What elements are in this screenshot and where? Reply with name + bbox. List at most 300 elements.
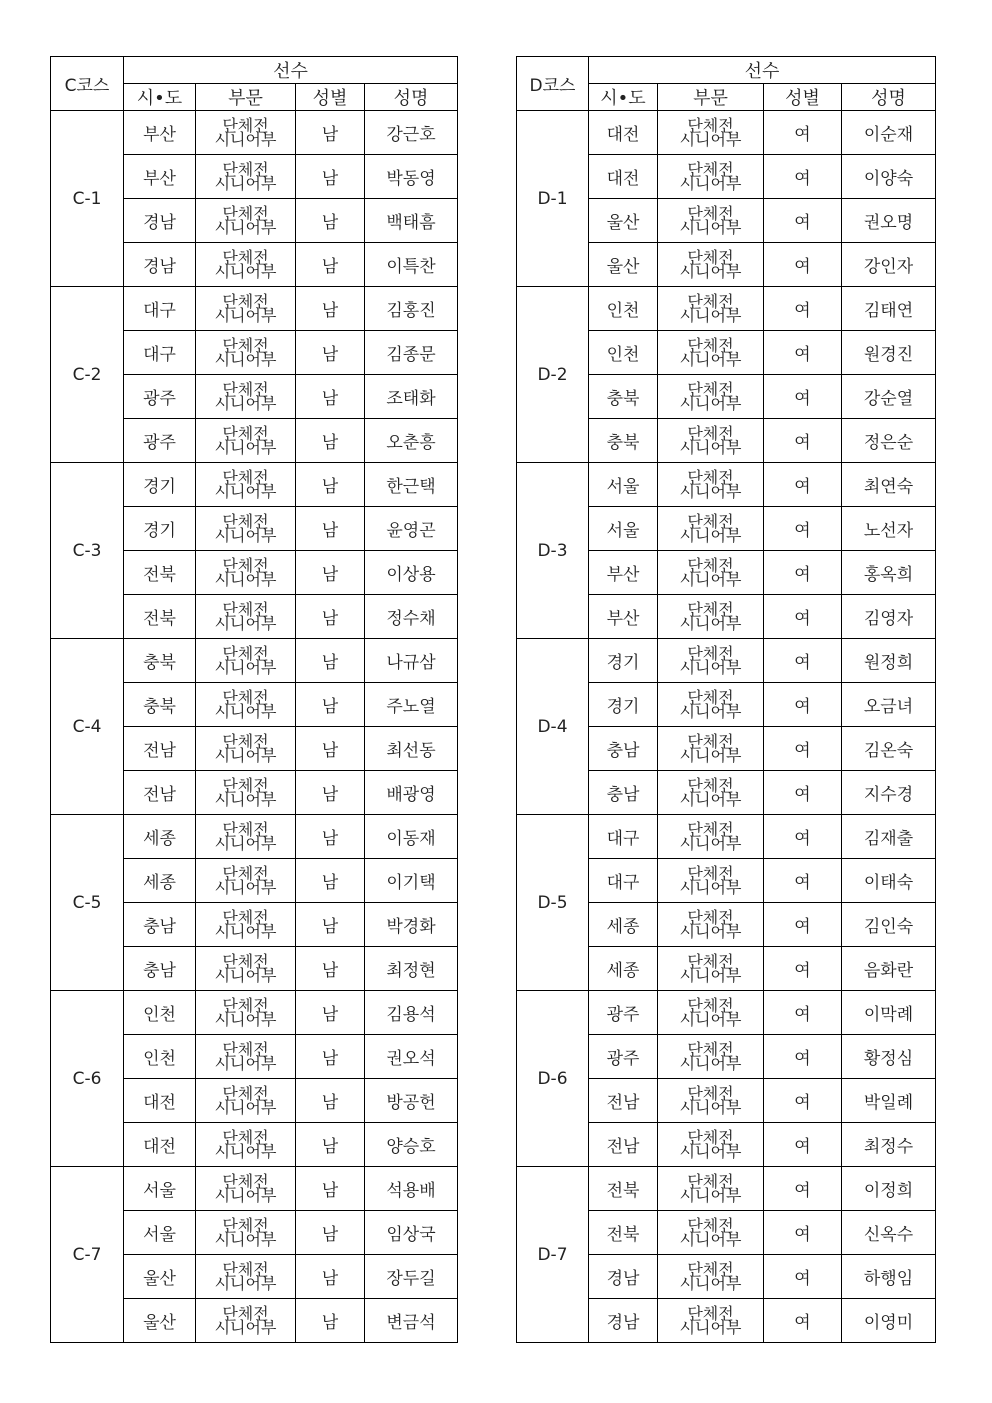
course-header: D코스	[517, 57, 589, 111]
region-cell: 전남	[124, 771, 196, 815]
player-name-cell: 이태숙	[842, 859, 936, 903]
group-label: D-1	[517, 111, 589, 287]
region-cell: 충남	[589, 771, 658, 815]
region-cell: 경남	[589, 1299, 658, 1343]
table-row	[51, 1167, 458, 1211]
division-line-2: 시니어부	[214, 1317, 277, 1337]
division-line-2: 시니어부	[214, 789, 277, 809]
division-cell	[196, 1079, 296, 1123]
division-cell	[658, 243, 764, 287]
division-line-1: 단체전	[687, 775, 734, 795]
division-line-1: 단체전	[687, 951, 734, 971]
player-name-cell: 이막례	[842, 991, 936, 1035]
division-cell	[658, 1211, 764, 1255]
region-cell: 인천	[124, 1035, 196, 1079]
division-cell	[658, 859, 764, 903]
division-line-2: 시니어부	[214, 217, 277, 237]
division-line-1: 단체전	[687, 1303, 734, 1323]
column-header-region: 시•도	[589, 84, 658, 111]
region-cell: 대구	[589, 859, 658, 903]
group-label: D-7	[517, 1167, 589, 1343]
division-cell	[658, 595, 764, 639]
gender-cell: 남	[296, 815, 365, 859]
region-cell: 울산	[589, 243, 658, 287]
gender-cell: 여	[764, 859, 842, 903]
column-header-name: 성명	[842, 84, 936, 111]
division-cell	[658, 1299, 764, 1343]
player-name-cell: 홍옥희	[842, 551, 936, 595]
player-name-cell: 이영미	[842, 1299, 936, 1343]
player-name-cell: 원경진	[842, 331, 936, 375]
region-cell: 서울	[589, 463, 658, 507]
player-name-cell: 최연숙	[842, 463, 936, 507]
column-header-gender: 성별	[764, 84, 842, 111]
division-line-1: 단체전	[687, 1259, 734, 1279]
division-line-1: 단체전	[222, 1259, 269, 1279]
region-cell: 충북	[589, 419, 658, 463]
gender-cell: 여	[764, 155, 842, 199]
division-line-2: 시니어부	[679, 393, 742, 413]
division-line-2: 시니어부	[679, 701, 742, 721]
division-line-1: 단체전	[687, 1127, 734, 1147]
player-name-cell: 정수채	[365, 595, 458, 639]
division-cell	[196, 859, 296, 903]
gender-cell: 여	[764, 1211, 842, 1255]
division-cell	[196, 903, 296, 947]
division-line-2: 시니어부	[679, 745, 742, 765]
division-line-2: 시니어부	[679, 1009, 742, 1029]
gender-cell: 남	[296, 111, 365, 155]
table-row	[51, 287, 458, 331]
gender-cell: 남	[296, 1167, 365, 1211]
region-cell: 광주	[124, 419, 196, 463]
division-cell	[658, 683, 764, 727]
division-line-2: 시니어부	[214, 261, 277, 281]
group-label: C-6	[51, 991, 124, 1167]
region-cell: 부산	[589, 595, 658, 639]
player-name-cell: 조태화	[365, 375, 458, 419]
division-line-2: 시니어부	[679, 481, 742, 501]
division-line-2: 시니어부	[214, 657, 277, 677]
division-cell	[658, 199, 764, 243]
division-cell	[658, 771, 764, 815]
division-line-1: 단체전	[222, 995, 269, 1015]
player-name-cell: 최정수	[842, 1123, 936, 1167]
region-cell: 세종	[589, 947, 658, 991]
division-cell	[658, 1079, 764, 1123]
gender-cell: 여	[764, 243, 842, 287]
gender-cell: 여	[764, 991, 842, 1035]
gender-cell: 남	[296, 1299, 365, 1343]
division-line-1: 단체전	[687, 643, 734, 663]
division-cell	[658, 551, 764, 595]
gender-cell: 여	[764, 639, 842, 683]
division-cell	[196, 287, 296, 331]
table-row	[51, 463, 458, 507]
division-line-2: 시니어부	[679, 1273, 742, 1293]
division-line-2: 시니어부	[679, 1141, 742, 1161]
division-cell	[658, 375, 764, 419]
region-cell: 경기	[589, 639, 658, 683]
region-cell: 경남	[124, 243, 196, 287]
player-name-cell: 나규삼	[365, 639, 458, 683]
division-line-1: 단체전	[222, 511, 269, 531]
division-line-1: 단체전	[687, 1039, 734, 1059]
player-name-cell: 박동영	[365, 155, 458, 199]
division-line-1: 단체전	[687, 863, 734, 883]
player-name-cell: 박경화	[365, 903, 458, 947]
division-cell	[196, 1211, 296, 1255]
division-cell	[196, 639, 296, 683]
division-cell	[658, 111, 764, 155]
division-line-1: 단체전	[222, 687, 269, 707]
division-cell	[658, 1255, 764, 1299]
division-line-1: 단체전	[222, 1127, 269, 1147]
gender-cell: 남	[296, 551, 365, 595]
player-name-cell: 배광영	[365, 771, 458, 815]
division-cell	[196, 111, 296, 155]
group-label: C-5	[51, 815, 124, 991]
division-line-2: 시니어부	[679, 261, 742, 281]
division-line-2: 시니어부	[214, 921, 277, 941]
gender-cell: 여	[764, 903, 842, 947]
gender-cell: 여	[764, 1255, 842, 1299]
gender-cell: 남	[296, 419, 365, 463]
player-name-cell: 석용배	[365, 1167, 458, 1211]
table-row	[517, 463, 936, 507]
division-line-2: 시니어부	[679, 129, 742, 149]
region-cell: 서울	[124, 1167, 196, 1211]
division-cell	[196, 991, 296, 1035]
group-label: C-4	[51, 639, 124, 815]
gender-cell: 여	[764, 1123, 842, 1167]
division-line-2: 시니어부	[679, 217, 742, 237]
region-cell: 대전	[589, 155, 658, 199]
player-name-cell: 주노열	[365, 683, 458, 727]
division-line-2: 시니어부	[214, 877, 277, 897]
division-cell	[196, 507, 296, 551]
region-cell: 광주	[589, 991, 658, 1035]
division-cell	[196, 551, 296, 595]
division-cell	[658, 991, 764, 1035]
player-name-cell: 신옥수	[842, 1211, 936, 1255]
division-cell	[658, 1035, 764, 1079]
division-cell	[658, 727, 764, 771]
region-cell: 부산	[124, 111, 196, 155]
column-header-division: 부문	[658, 84, 764, 111]
division-line-2: 시니어부	[214, 613, 277, 633]
gender-cell: 남	[296, 1123, 365, 1167]
gender-cell: 남	[296, 771, 365, 815]
player-name-cell: 음화란	[842, 947, 936, 991]
player-name-cell: 최선동	[365, 727, 458, 771]
gender-cell: 여	[764, 595, 842, 639]
division-cell	[658, 815, 764, 859]
table-row	[517, 815, 936, 859]
division-line-1: 단체전	[687, 599, 734, 619]
division-line-1: 단체전	[687, 819, 734, 839]
gender-cell: 남	[296, 595, 365, 639]
division-line-2: 시니어부	[679, 349, 742, 369]
gender-cell: 여	[764, 1079, 842, 1123]
region-cell: 전북	[124, 551, 196, 595]
region-cell: 인천	[589, 331, 658, 375]
gender-cell: 남	[296, 991, 365, 1035]
gender-cell: 남	[296, 1255, 365, 1299]
division-line-2: 시니어부	[214, 393, 277, 413]
column-header-gender: 성별	[296, 84, 365, 111]
division-line-1: 단체전	[687, 907, 734, 927]
gender-cell: 여	[764, 419, 842, 463]
region-cell: 전남	[589, 1123, 658, 1167]
region-cell: 세종	[124, 859, 196, 903]
division-line-2: 시니어부	[679, 1317, 742, 1337]
c-course-table	[50, 56, 458, 1343]
gender-cell: 여	[764, 507, 842, 551]
region-cell: 대전	[589, 111, 658, 155]
player-name-cell: 김용석	[365, 991, 458, 1035]
player-name-cell: 박일례	[842, 1079, 936, 1123]
gender-cell: 남	[296, 199, 365, 243]
player-name-cell: 지수경	[842, 771, 936, 815]
division-line-1: 단체전	[222, 379, 269, 399]
player-name-cell: 김재출	[842, 815, 936, 859]
region-cell: 전북	[124, 595, 196, 639]
player-name-cell: 방공헌	[365, 1079, 458, 1123]
division-cell	[196, 1299, 296, 1343]
division-line-1: 단체전	[222, 819, 269, 839]
player-header: 선수	[589, 57, 936, 84]
player-name-cell: 오금녀	[842, 683, 936, 727]
column-header-division: 부문	[196, 84, 296, 111]
division-cell	[658, 1123, 764, 1167]
division-cell	[196, 683, 296, 727]
division-line-2: 시니어부	[679, 569, 742, 589]
region-cell: 광주	[124, 375, 196, 419]
division-line-1: 단체전	[222, 1303, 269, 1323]
player-name-cell: 김온숙	[842, 727, 936, 771]
division-cell	[658, 903, 764, 947]
column-header-name: 성명	[365, 84, 458, 111]
region-cell: 세종	[124, 815, 196, 859]
region-cell: 울산	[124, 1299, 196, 1343]
gender-cell: 남	[296, 243, 365, 287]
division-line-2: 시니어부	[214, 481, 277, 501]
division-line-2: 시니어부	[679, 305, 742, 325]
gender-cell: 남	[296, 727, 365, 771]
table-row	[517, 639, 936, 683]
region-cell: 충북	[124, 683, 196, 727]
division-line-2: 시니어부	[679, 921, 742, 941]
division-line-1: 단체전	[687, 995, 734, 1015]
division-line-1: 단체전	[222, 159, 269, 179]
player-name-cell: 황정심	[842, 1035, 936, 1079]
player-name-cell: 김종문	[365, 331, 458, 375]
division-line-2: 시니어부	[679, 437, 742, 457]
gender-cell: 여	[764, 287, 842, 331]
player-name-cell: 이상용	[365, 551, 458, 595]
player-name-cell: 김영자	[842, 595, 936, 639]
division-line-2: 시니어부	[214, 1229, 277, 1249]
division-line-1: 단체전	[222, 1215, 269, 1235]
gender-cell: 남	[296, 903, 365, 947]
division-line-2: 시니어부	[679, 965, 742, 985]
division-line-2: 시니어부	[214, 1009, 277, 1029]
division-cell	[196, 1167, 296, 1211]
division-line-1: 단체전	[222, 775, 269, 795]
division-line-2: 시니어부	[679, 789, 742, 809]
division-line-1: 단체전	[222, 951, 269, 971]
division-line-2: 시니어부	[214, 1053, 277, 1073]
division-line-1: 단체전	[687, 1083, 734, 1103]
division-line-1: 단체전	[222, 335, 269, 355]
division-line-1: 단체전	[687, 379, 734, 399]
division-cell	[196, 815, 296, 859]
division-cell	[658, 331, 764, 375]
region-cell: 부산	[124, 155, 196, 199]
division-line-2: 시니어부	[214, 833, 277, 853]
region-cell: 울산	[124, 1255, 196, 1299]
division-line-1: 단체전	[222, 115, 269, 135]
division-cell	[196, 1123, 296, 1167]
player-name-cell: 변금석	[365, 1299, 458, 1343]
player-name-cell: 강순열	[842, 375, 936, 419]
course-header: C코스	[51, 57, 124, 111]
region-cell: 대전	[124, 1079, 196, 1123]
division-line-1: 단체전	[222, 1171, 269, 1191]
division-line-2: 시니어부	[679, 1097, 742, 1117]
region-cell: 울산	[589, 199, 658, 243]
division-cell	[196, 1035, 296, 1079]
gender-cell: 남	[296, 683, 365, 727]
division-line-2: 시니어부	[214, 1273, 277, 1293]
player-name-cell: 노선자	[842, 507, 936, 551]
division-line-1: 단체전	[687, 247, 734, 267]
division-line-1: 단체전	[687, 423, 734, 443]
division-line-2: 시니어부	[679, 173, 742, 193]
gender-cell: 남	[296, 155, 365, 199]
division-line-1: 단체전	[687, 203, 734, 223]
player-name-cell: 김인숙	[842, 903, 936, 947]
division-line-1: 단체전	[687, 1171, 734, 1191]
player-name-cell: 윤영곤	[365, 507, 458, 551]
player-name-cell: 장두길	[365, 1255, 458, 1299]
division-line-2: 시니어부	[679, 1229, 742, 1249]
player-name-cell: 정은순	[842, 419, 936, 463]
division-line-2: 시니어부	[679, 613, 742, 633]
division-line-2: 시니어부	[214, 349, 277, 369]
gender-cell: 남	[296, 1079, 365, 1123]
player-name-cell: 임상국	[365, 1211, 458, 1255]
group-label: D-3	[517, 463, 589, 639]
table-row	[51, 639, 458, 683]
division-line-2: 시니어부	[214, 1185, 277, 1205]
division-line-1: 단체전	[222, 1083, 269, 1103]
region-cell: 대구	[124, 331, 196, 375]
gender-cell: 남	[296, 947, 365, 991]
division-line-2: 시니어부	[679, 525, 742, 545]
division-line-1: 단체전	[222, 599, 269, 619]
division-line-1: 단체전	[687, 291, 734, 311]
region-cell: 충남	[589, 727, 658, 771]
table-body	[517, 111, 936, 1343]
region-cell: 충남	[124, 903, 196, 947]
division-cell	[658, 947, 764, 991]
gender-cell: 남	[296, 1211, 365, 1255]
player-name-cell: 이순재	[842, 111, 936, 155]
division-line-2: 시니어부	[214, 1097, 277, 1117]
region-cell: 부산	[589, 551, 658, 595]
group-label: D-4	[517, 639, 589, 815]
gender-cell: 여	[764, 111, 842, 155]
gender-cell: 여	[764, 771, 842, 815]
region-cell: 경기	[124, 463, 196, 507]
division-line-2: 시니어부	[214, 305, 277, 325]
division-line-2: 시니어부	[214, 525, 277, 545]
group-label: D-6	[517, 991, 589, 1167]
division-line-2: 시니어부	[214, 1141, 277, 1161]
division-cell	[196, 199, 296, 243]
gender-cell: 여	[764, 727, 842, 771]
division-cell	[196, 771, 296, 815]
region-cell: 전북	[589, 1211, 658, 1255]
division-line-2: 시니어부	[214, 965, 277, 985]
player-name-cell: 오춘흥	[365, 419, 458, 463]
gender-cell: 여	[764, 463, 842, 507]
gender-cell: 여	[764, 1299, 842, 1343]
d-course-table	[516, 56, 936, 1343]
group-label: D-2	[517, 287, 589, 463]
division-line-1: 단체전	[222, 247, 269, 267]
division-line-1: 단체전	[687, 511, 734, 531]
region-cell: 대구	[124, 287, 196, 331]
gender-cell: 여	[764, 1035, 842, 1079]
region-cell: 대구	[589, 815, 658, 859]
gender-cell: 남	[296, 1035, 365, 1079]
player-name-cell: 강인자	[842, 243, 936, 287]
region-cell: 경남	[124, 199, 196, 243]
division-cell	[196, 727, 296, 771]
division-line-1: 단체전	[222, 423, 269, 443]
gender-cell: 여	[764, 375, 842, 419]
region-cell: 서울	[124, 1211, 196, 1255]
region-cell: 광주	[589, 1035, 658, 1079]
gender-cell: 남	[296, 375, 365, 419]
division-line-2: 시니어부	[679, 1053, 742, 1073]
division-cell	[658, 507, 764, 551]
region-cell: 세종	[589, 903, 658, 947]
division-cell	[196, 947, 296, 991]
division-line-2: 시니어부	[679, 833, 742, 853]
table-row	[517, 287, 936, 331]
division-cell	[658, 287, 764, 331]
player-name-cell: 원정희	[842, 639, 936, 683]
division-cell	[658, 639, 764, 683]
division-cell	[196, 155, 296, 199]
table-row	[517, 1167, 936, 1211]
region-cell: 경남	[589, 1255, 658, 1299]
division-line-2: 시니어부	[679, 1185, 742, 1205]
division-line-1: 단체전	[687, 687, 734, 707]
division-line-1: 단체전	[222, 467, 269, 487]
division-line-1: 단체전	[687, 115, 734, 135]
division-line-1: 단체전	[222, 643, 269, 663]
player-name-cell: 김홍진	[365, 287, 458, 331]
region-cell: 경기	[589, 683, 658, 727]
group-label: C-7	[51, 1167, 124, 1343]
division-line-2: 시니어부	[214, 437, 277, 457]
division-cell	[196, 375, 296, 419]
